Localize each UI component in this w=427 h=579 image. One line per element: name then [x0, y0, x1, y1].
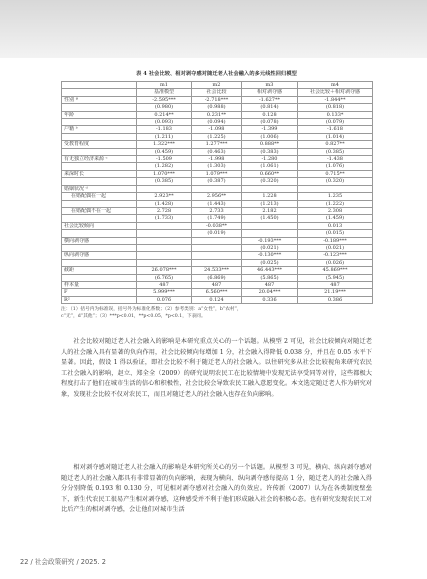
- table-cell: 26.078***: [137, 267, 192, 274]
- table-cell: [192, 237, 242, 244]
- table-cell: (6.869): [192, 274, 242, 281]
- table-row: [62, 163, 373, 170]
- table-cell: 2.733: [192, 207, 242, 214]
- table-cell: (1.211): [137, 133, 192, 140]
- table-section: [61, 70, 372, 320]
- table-cell: 0.888**: [242, 141, 298, 148]
- table-cell: (0.320): [298, 178, 373, 185]
- table-cell: (1.428): [137, 200, 192, 207]
- table-cell: 0.231**: [192, 111, 242, 118]
- table-header-cell: 社会比较: [192, 89, 242, 96]
- table-row: [62, 215, 373, 222]
- table-row: [62, 281, 373, 288]
- table-cell: (1.459): [298, 215, 373, 222]
- table-cell: 1.228: [242, 193, 298, 200]
- row-label: [62, 274, 137, 281]
- table-cell: 0.013: [298, 222, 373, 229]
- table-cell: [242, 185, 298, 192]
- table-row: [62, 207, 373, 214]
- table-cell: (0.383): [242, 148, 298, 155]
- row-label: [62, 178, 137, 185]
- table-row: [62, 193, 373, 200]
- table-cell: 5.999***: [137, 289, 192, 296]
- page-top-band: [0, 0, 427, 58]
- table-cell: (1.014): [298, 133, 373, 140]
- table-row: [62, 252, 373, 259]
- table-row: [62, 156, 373, 163]
- table-row: [62, 119, 373, 126]
- table-cell: [298, 185, 373, 192]
- table-cell: (0.078): [242, 119, 298, 126]
- row-label: [62, 148, 137, 155]
- table-cell: (1.222): [298, 200, 373, 207]
- row-label: 在婚配偶在一起: [62, 193, 137, 200]
- row-label: 在婚配偶不在一起: [62, 207, 137, 214]
- row-label: 有无独立经济来源 ᶜ: [62, 156, 137, 163]
- table-header-cell: m2: [192, 82, 242, 89]
- table-row: [62, 230, 373, 237]
- table-cell: 20.04***: [242, 289, 298, 296]
- row-label: 户籍 ᵇ: [62, 126, 137, 133]
- table-cell: (1.006): [242, 133, 298, 140]
- table-row: [62, 267, 373, 274]
- table-cell: (1.076): [298, 163, 373, 170]
- row-label: 受教育程度: [62, 141, 137, 148]
- table-body: [62, 96, 373, 303]
- table-cell: -1.509: [137, 156, 192, 163]
- table-cell: 0.386: [298, 296, 373, 303]
- table-header-cell: m3: [242, 82, 298, 89]
- table-cell: 46.443***: [242, 267, 298, 274]
- table-cell: (0.818): [298, 104, 373, 111]
- table-cell: (0.021): [298, 244, 373, 251]
- row-label: 样本量: [62, 281, 137, 288]
- table-cell: [192, 244, 242, 251]
- table-cell: (0.385): [298, 148, 373, 155]
- table-cell: [192, 252, 242, 259]
- row-label: [62, 163, 137, 170]
- table-cell: [137, 244, 192, 251]
- row-label: 性别 ª: [62, 96, 137, 103]
- table-cell: (5.945): [298, 274, 373, 281]
- table-cell: (1.749): [192, 215, 242, 222]
- table-cell: (0.015): [298, 230, 373, 237]
- table-cell: 0.715**: [298, 170, 373, 177]
- table-row: [62, 259, 373, 266]
- table-cell: (0.459): [137, 148, 192, 155]
- table-row: [62, 111, 373, 118]
- table-note-line: 注：（1）括号内为标准误，括号外为标准化系数；（2）参考类别：a“女性”，b“农村”，: [61, 307, 242, 313]
- table-header-cell: m4: [298, 82, 373, 89]
- table-cell: 2.956**: [192, 193, 242, 200]
- table-cell: 1.235: [298, 193, 373, 200]
- table-cell: 1.277***: [192, 141, 242, 148]
- row-label: [62, 244, 137, 251]
- table-cell: -1.618: [298, 126, 373, 133]
- table-note-line: c“无”，d“其他”；（3）***p<0.01，**p<0.05，*p<0.1，下表同。: [61, 313, 206, 319]
- table-header-cell: 社会比较＋相对剥夺感: [298, 89, 373, 96]
- table-cell: 0.827**: [298, 141, 373, 148]
- table-cell: (1.061): [242, 163, 298, 170]
- table-cell: -1.998: [192, 156, 242, 163]
- table-cell: 0.133*: [298, 111, 373, 118]
- table-cell: -2.595***: [137, 96, 192, 103]
- table-cell: [137, 259, 192, 266]
- table-cell: 0.076: [137, 296, 192, 303]
- table-cell: 0.336: [242, 296, 298, 303]
- body-paragraph: 相对剥夺感对随迁老人社会融入的影响是本研究所关心的另一个话题。从模型 3 可见，横向、纵向剥夺感对随迁老人的社会融入都具有非常显著的负向影响，表现为横向、纵向剥夺感每提高 1 分，随迁老人的社会融入得分分别降低 0.193 和 0.130 分，可见相对剥夺感对社会融入的负效应。许传新（2007）认为在各类制度壁垒下，新生代农民工很易产生相对剥夺感，这种感受并不利于他们形成融入社会的积极心态。也有研究发现农民工对比后产生的相对剥夺感，会让他们对城市生活: [61, 464, 372, 514]
- table-cell: 6.560***: [192, 289, 242, 296]
- table-cell: (0.320): [242, 178, 298, 185]
- table-row: [62, 289, 373, 296]
- table-cell: [242, 230, 298, 237]
- table-header-cell: m1: [137, 82, 192, 89]
- row-label: R²: [62, 296, 137, 303]
- table-row: [62, 274, 373, 281]
- table-cell: (0.988): [192, 104, 242, 111]
- row-label: [62, 104, 137, 111]
- row-label: [62, 119, 137, 126]
- row-label: 截距: [62, 267, 137, 274]
- table-row: [62, 296, 373, 303]
- table-cell: 1.079***: [192, 170, 242, 177]
- table-cell: -1.183: [137, 126, 192, 133]
- table-note: [61, 307, 372, 320]
- table-cell: (0.093): [137, 119, 192, 126]
- table-cell: -2.718***: [192, 96, 242, 103]
- table-cell: 0.124: [192, 296, 242, 303]
- table-row: [62, 126, 373, 133]
- table-cell: -1.438: [298, 156, 373, 163]
- table-cell: -0.193***: [242, 237, 298, 244]
- table-cell: (1.443): [192, 200, 242, 207]
- table-row: [62, 237, 373, 244]
- row-label: 来深时长: [62, 170, 137, 177]
- table-cell: (0.079): [298, 119, 373, 126]
- table-header-cell: [62, 89, 137, 96]
- table-cell: 24.533***: [192, 267, 242, 274]
- table-cell: 487: [192, 281, 242, 288]
- page-footer: 22 / 社会政策研究 / 2025. 2: [20, 558, 106, 566]
- table-cell: [137, 222, 192, 229]
- table-cell: [242, 222, 298, 229]
- table-header-cell: 基准模型: [137, 89, 192, 96]
- table-row: [62, 185, 373, 192]
- table-cell: [137, 252, 192, 259]
- table-cell: -0.123***: [298, 252, 373, 259]
- row-label: 横向剥夺感: [62, 237, 137, 244]
- row-label: [62, 230, 137, 237]
- table-cell: (1.733): [137, 215, 192, 222]
- table-cell: 21.19***: [298, 289, 373, 296]
- table-cell: -1.627**: [242, 96, 298, 103]
- body-paragraph: 社会比较对随迁老人社会融入的影响是本研究重点关心的一个话题。从模型 2 可见，社会比较倾向对随迁老人的社会融入具有显著的负向作用，社会比较倾向每增加 1 分，社会融入得降低 0.038 分，并且在 0.05 水平下显著。因此，假设 1 得以验证，即社会比较不利于随迁老人的社会融入。以往研究多从社会比较视角来研究农民工社会融入的影响，赵立、郑全全（2009）的研究说明农民工在比较情境中发现无法享受同等对待，这些都极大程度打击了他们在城市生活的信心和积极性，社会比较会导致农民工融入意愿变化。本文选定随迁老人作为研究对象，发现社会比较不仅对农民工，而且对随迁老人的社会融入也存在负向影响。: [61, 338, 372, 398]
- row-label: [62, 259, 137, 266]
- table-row: [62, 200, 373, 207]
- table-cell: [192, 259, 242, 266]
- table-row: [62, 141, 373, 148]
- row-label: 婚姻状况 ᵈ: [62, 185, 137, 192]
- table-row: [62, 178, 373, 185]
- table-header-cell: 相对剥夺感: [242, 89, 298, 96]
- table-cell: 487: [242, 281, 298, 288]
- table-cell: 1.070***: [137, 170, 192, 177]
- table-row: [62, 104, 373, 111]
- table-row: [62, 244, 373, 251]
- table-cell: (1.303): [192, 163, 242, 170]
- table-cell: (0.026): [298, 259, 373, 266]
- table-cell: (0.094): [192, 119, 242, 126]
- table-header-row: [62, 82, 373, 89]
- row-label: 年龄: [62, 111, 137, 118]
- table-cell: 0.128: [242, 111, 298, 118]
- table-cell: (1.450): [242, 215, 298, 222]
- table-cell: 0.214**: [137, 111, 192, 118]
- table-cell: -0.038**: [192, 222, 242, 229]
- table-cell: -1.098: [192, 126, 242, 133]
- table-header: [62, 82, 373, 97]
- table-cell: 2.728: [137, 207, 192, 214]
- row-label: 社会比较倾向: [62, 222, 137, 229]
- table-cell: (0.025): [242, 259, 298, 266]
- table-cell: -1.280: [242, 156, 298, 163]
- table-cell: [137, 230, 192, 237]
- table-cell: 2.923**: [137, 193, 192, 200]
- table-cell: 2.308: [298, 207, 373, 214]
- row-label: 纵向剥夺感: [62, 252, 137, 259]
- table-cell: 0.660**: [242, 170, 298, 177]
- table-cell: (0.021): [242, 244, 298, 251]
- table-cell: (0.980): [137, 104, 192, 111]
- row-label: [62, 215, 137, 222]
- table-cell: [192, 185, 242, 192]
- table-cell: 487: [298, 281, 373, 288]
- table-cell: 487: [137, 281, 192, 288]
- regression-table: [61, 81, 373, 304]
- table-cell: -0.189***: [298, 237, 373, 244]
- table-cell: (1.213): [242, 200, 298, 207]
- table-cell: (1.225): [192, 133, 242, 140]
- table-cell: 1.322***: [137, 141, 192, 148]
- table-cell: -1.399: [242, 126, 298, 133]
- table-header-row: [62, 89, 373, 96]
- table-cell: (0.019): [192, 230, 242, 237]
- table-row: [62, 222, 373, 229]
- table-cell: (0.463): [192, 148, 242, 155]
- table-cell: (1.282): [137, 163, 192, 170]
- table-row: [62, 133, 373, 140]
- row-label: [62, 200, 137, 207]
- table-header-cell: [62, 82, 137, 89]
- row-label: F: [62, 289, 137, 296]
- table-cell: (0.387): [192, 178, 242, 185]
- table-cell: [137, 237, 192, 244]
- table-cell: [137, 185, 192, 192]
- table-row: [62, 148, 373, 155]
- table-cell: (5.865): [242, 274, 298, 281]
- table-cell: -1.844**: [298, 96, 373, 103]
- table-cell: (0.814): [242, 104, 298, 111]
- table-cell: -0.130***: [242, 252, 298, 259]
- table-cell: (6.765): [137, 274, 192, 281]
- table-title: 表 4 社会比较、相对剥夺感对随迁老人社会融入的多元线性回归模型: [136, 71, 297, 77]
- row-label: [62, 133, 137, 140]
- table-cell: 2.182: [242, 207, 298, 214]
- table-row: [62, 96, 373, 103]
- table-cell: 45.869***: [298, 267, 373, 274]
- table-row: [62, 170, 373, 177]
- table-cell: (0.385): [137, 178, 192, 185]
